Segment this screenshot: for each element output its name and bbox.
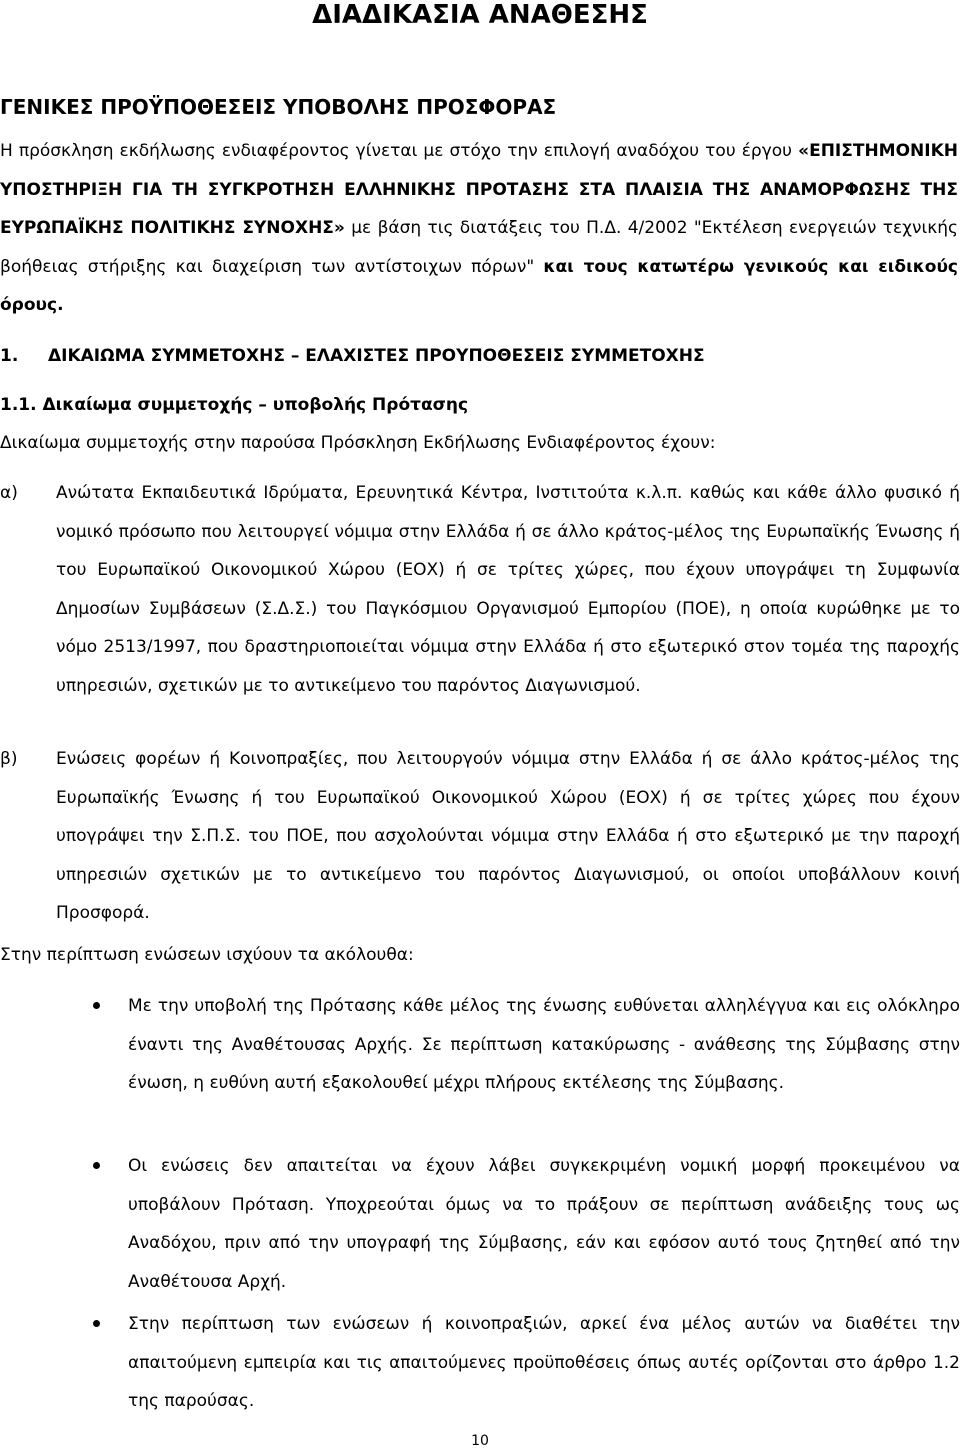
bullet-item-3-text: Στην περίπτωση των ενώσεων ή κοινοπραξιών, αρκεί ένα μέλος αυτών να διαθέτει την απαιτούμενη εμπειρία και τις απαιτούμενες προϋποθέσεις όπως αυτές ορίζονται στο άρθρο 1.2 της παρούσας. [128,1314,960,1411]
bullet-dot-icon [93,1320,100,1327]
heading-1 [0,343,705,369]
heading-1-text: ΔΙΚΑΙΩΜΑ ΣΥΜΜΕΤΟΧΗΣ – ΕΛΑΧΙΣΤΕΣ ΠΡΟΥΠΟΘΕΣΕΙΣ ΣΥΜΜΕΤΟΧΗΣ [48,346,705,366]
list-marker-a: α) [0,483,18,503]
bullet-dot-icon [93,1002,100,1009]
bullet-item-1-text: Με την υποβολή της Πρότασης κάθε μέλος της ένωσης ευθύνεται αλληλέγγυα και εις ολόκληρο έναντι της Αναθέτουσας Αρχής. Σε περίπτωση κατακύρωσης - ανάθεσης της Σύμβασης στην ένωση, η ευθύνη αυτή εξακολουθεί μέχρι πλήρους εκτέλεσης της Σύμβασης. [128,996,960,1093]
bullet-dot-icon [93,1162,100,1169]
list-item-a-text: Ανώτατα Εκπαιδευτικά Ιδρύματα, Ερευνητικά Κέντρα, Ινστιτούτα κ.λ.π. καθώς και κάθε άλλο φυσικό ή νομικό πρόσωπο που λειτουργεί νόμιμα στην Ελλάδα ή σε άλλο κράτος-μέλος της Ευρωπαϊκής Ένωσης ή του Ευρωπαϊκού Οικονομικού Χώρου (ΕΟΧ) ή σε τρίτες χώρες, που έχουν υπογράψει τη Συμφωνία Δημοσίων Συμβάσεων (Σ.Δ.Σ.) του Παγκόσμιου Οργανισμού Εμπορίου (ΠΟΕ), η οποία κυρώθηκε με το νόμο 2513/1997, που δραστηριοποιείται νόμιμα στην Ελλάδα ή στο εξωτερικό στον τομέα της παροχής υπηρεσιών, σχετικών με το αντικείμενο του παρόντος Διαγωνισμού. [56,483,960,696]
intro-text-part1: Η πρόσκληση εκδήλωσης ενδιαφέροντος γίνεται με στόχο την επιλογή αναδόχου του έργου [0,141,799,161]
heading-1-number: 1. [0,346,19,366]
intro-text-part2: με βάση τις διατάξεις του Π.Δ. 4/2002 "Εκτέλεση ενεργειών τεχνικής βοήθειας στήριξης και διαχείριση των αντίστοιχων πόρων" [0,218,958,277]
consortia-intro: Στην περίπτωση ενώσεων ισχύουν τα ακόλουθα: [0,945,414,965]
participation-right-text: Δικαίωμα συμμετοχής στην παρούσα Πρόσκληση Εκδήλωσης Ενδιαφέροντος έχουν: [0,433,716,453]
bullet-item-2-text: Οι ενώσεις δεν απαιτείται να έχουν λάβει συγκεκριμένη νομική μορφή προκειμένου να υποβάλουν Πρόταση. Υποχρεούται όμως να το πράξουν σε περίπτωση ανάδειξης τους ως Αναδόχου, πριν από την υπογραφή της Σύμβασης, εάν και εφόσον αυτό τους ζητηθεί από την Αναθέτουσα Αρχή. [128,1156,960,1292]
project-name: «ΕΠΙΣΤΗΜΟΝΙΚΗ ΥΠΟΣΤΗΡΙΞΗ ΓΙΑ ΤΗ ΣΥΓΚΡΟΤΗΣΗ ΕΛΛΗΝΙΚΗΣ ΠΡΟΤΑΣΗΣ ΣΤΑ ΠΛΑΙΣΙΑ ΤΗΣ ΑΝΑΜΟΡΦΩΣΗΣ ΤΗΣ ΕΥΡΩΠΑΪΚΗΣ ΠΟΛΙΤΙΚΗΣ ΣΥΝΟΧΗΣ» [0,141,958,238]
page-title: ΔΙΑΔΙΚΑΣΙΑ ΑΝΑΘΕΣΗΣ [312,0,648,30]
section-title: ΓΕΝΙΚΕΣ ΠΡΟΫΠΟΘΕΣΕΙΣ ΥΠΟΒΟΛΗΣ ΠΡΟΣΦΟΡΑΣ [0,95,557,119]
heading-1-1: 1.1. Δικαίωμα συμμετοχής – υποβολής Πρότασης [0,395,469,415]
list-marker-b: β) [0,749,18,769]
page-number: 10 [471,1433,489,1449]
intro-bold-end: και τους κατωτέρω γενικούς και ειδικούς όρους. [0,256,959,315]
list-item-b-text: Ενώσεις φορέων ή Κοινοπραξίες, που λειτουργούν νόμιμα στην Ελλάδα ή σε άλλο κράτος-μέλος της Ευρωπαϊκής Ένωσης ή του Ευρωπαϊκού Οικονομικού Χώρου (ΕΟΧ) ή σε τρίτες χώρες που έχουν υπογράψει την Σ.Π.Σ. του ΠΟΕ, που ασχολούνται νόμιμα στην Ελλάδα ή στο εξωτερικό με την παροχή υπηρεσιών σχετικών με το αντικείμενο του παρόντος Διαγωνισμού, οι οποίοι υποβάλλουν κοινή Προσφορά. [56,749,960,923]
intro-paragraph [0,132,958,325]
